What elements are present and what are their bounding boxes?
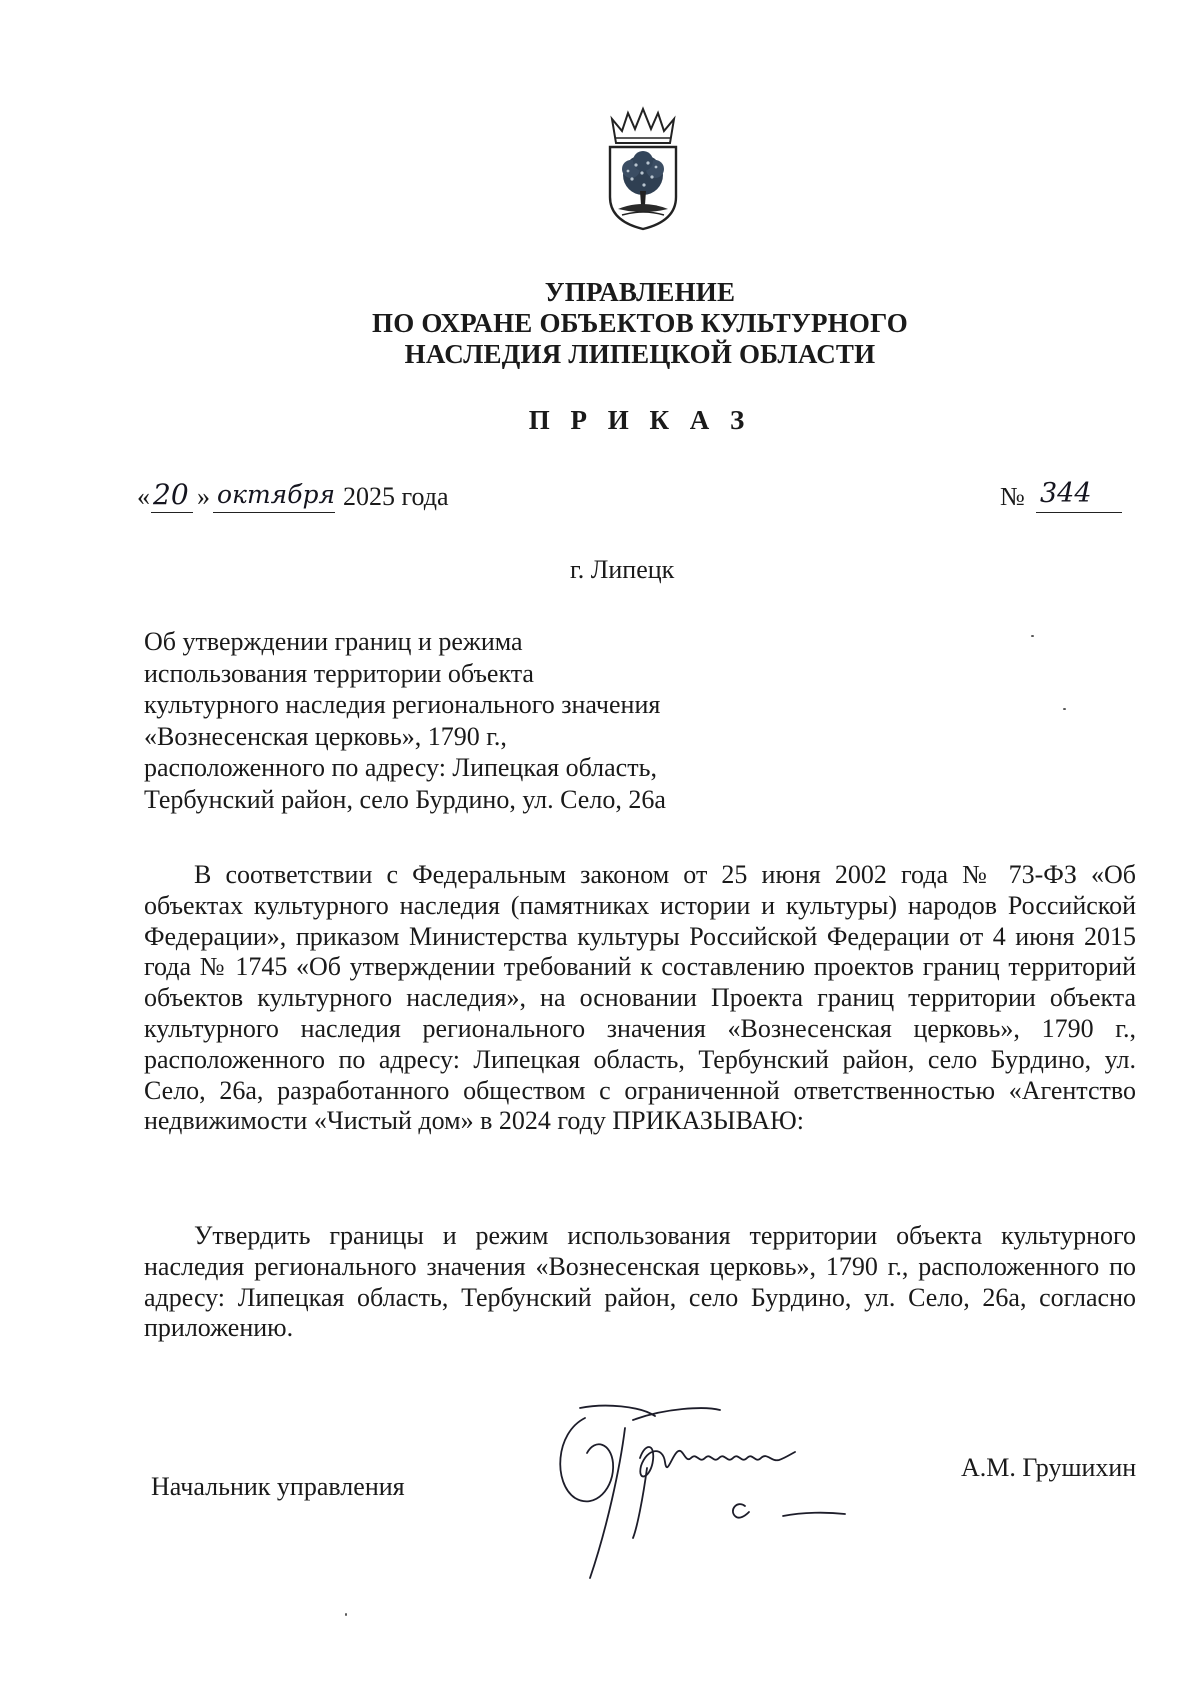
date-day-underline — [151, 512, 193, 513]
body-paragraph-order: Утвердить границы и режим использования территории объекта культурного наследия регионального значения «Вознесенская церковь», 1790 г., расположенного по адресу: Липецкая область, Тербунский район, село Бурдино, ул. Село, 26а, согласно приложению. — [144, 1221, 1136, 1343]
date-day: 20 — [153, 478, 189, 511]
subject-line: использования территории объекта — [144, 658, 534, 688]
scan-speck — [345, 1613, 347, 1616]
date-month: октября — [217, 480, 336, 509]
city-line: г. Липецк — [570, 555, 675, 584]
document-date — [137, 478, 557, 518]
scan-speck — [1031, 635, 1034, 637]
date-open-quote: « — [137, 482, 150, 511]
date-year: 2025 года — [343, 482, 449, 511]
document-number — [1000, 478, 1140, 518]
signatory-name: А.М. Грушихин — [961, 1453, 1137, 1482]
date-close-quote: » — [197, 482, 210, 511]
subject-line: Тербунский район, село Бурдино, ул. Село, 26а — [144, 784, 666, 814]
subject-line: «Вознесенская церковь», 1790 г., — [144, 721, 507, 751]
number-label: № — [1000, 482, 1025, 511]
body-paragraph-preamble: В соответствии с Федеральным законом от 25 июня 2002 года № 73-ФЗ «Об объектах культурного наследия (памятниках истории и культуры) народов Российской Федерации», приказом Министерства культуры Российской Федерации от 4 июня 2015 года № 1745 «Об утверждении требований к составлению проектов границ территорий объектов культурного наследия», на основании Проекта границ территории объекта культурного наследия регионального значения «Вознесенская церковь», 1790 г., расположенного по адресу: Липецкая область, Тербунский район, село Бурдино, ул. Село, 26а, разработанного обществом с ограниченной ответственностью «Агентство недвижимости «Чистый дом» в 2024 году ПРИКАЗЫВАЮ: — [144, 860, 1136, 1136]
handwritten-signature-icon — [545, 1388, 915, 1588]
date-month-underline — [213, 512, 335, 513]
signatory-position: Начальник управления — [151, 1472, 405, 1501]
coat-of-arms-icon — [598, 105, 688, 235]
number-value: 344 — [1040, 478, 1092, 509]
org-name-line-2: ПО ОХРАНЕ ОБЪЕКТОВ КУЛЬТУРНОГО — [372, 308, 908, 338]
org-name-line-3: НАСЛЕДИЯ ЛИПЕЦКОЙ ОБЛАСТИ — [404, 339, 876, 369]
scan-speck — [1063, 708, 1066, 710]
org-name-line-1: УПРАВЛЕНИЕ — [544, 277, 736, 307]
document-type-title: П Р И К А З — [528, 405, 752, 435]
subject-block — [144, 626, 744, 815]
subject-line: расположенного по адресу: Липецкая область, — [144, 753, 657, 782]
subject-line: Об утверждении границ и режима — [144, 627, 523, 656]
number-underline — [1036, 512, 1122, 513]
subject-line: культурного наследия регионального значения — [144, 690, 661, 719]
